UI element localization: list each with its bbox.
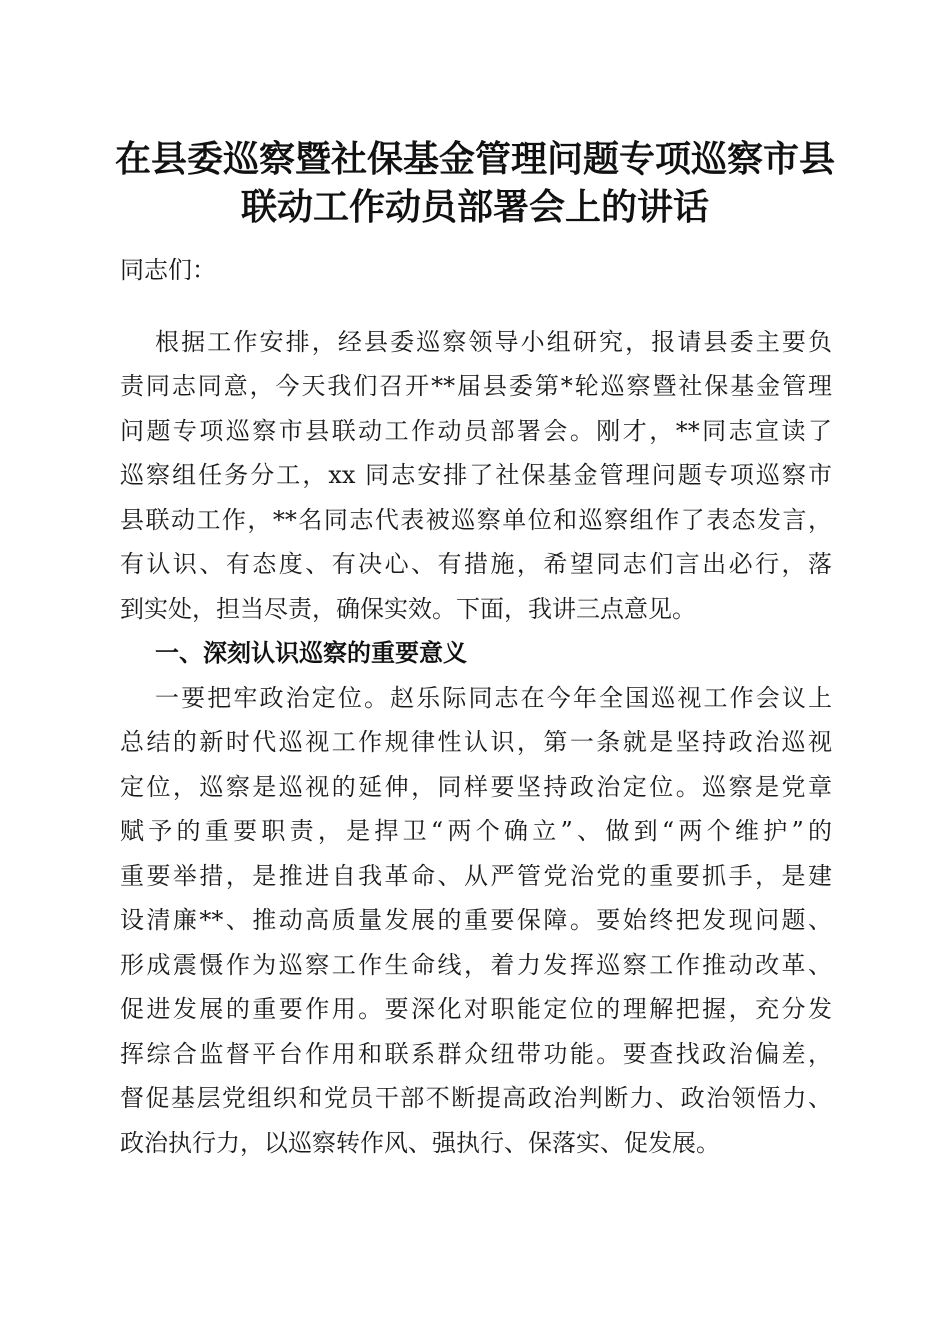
- section-line: 督促基层党组织和党员干部不断提高政治判断力、政治领悟力、: [120, 1084, 832, 1112]
- document-title-line-1: 在县委巡察暨社保基金管理问题专项巡察市县: [114, 138, 835, 180]
- section-line: 重要举措，是推进自我革命、从严管党治党的重要抓手，是建: [120, 862, 832, 890]
- section-line: 挥综合监督平台作用和联系群众纽带功能。要查找政治偏差，: [120, 1040, 832, 1068]
- section-line: 一要把牢政治定位。赵乐际同志在今年全国巡视工作会议上: [155, 684, 832, 712]
- section-line: 促进发展的重要作用。要深化对职能定位的理解把握，充分发: [120, 995, 832, 1023]
- salutation: 同志们：: [120, 256, 216, 284]
- section-line: 政治执行力，以巡察转作风、强执行、保落实、促发展。: [120, 1129, 720, 1157]
- section-line: 赋予的重要职责，是捍卫“两个确立”、做到“两个维护”的: [120, 817, 832, 845]
- section-line: 定位，巡察是巡视的延伸，同样要坚持政治定位。巡察是党章: [120, 773, 832, 801]
- intro-line: 有认识、有态度、有决心、有措施，希望同志们言出必行，落: [120, 550, 832, 578]
- section-line: 设清廉**、推动高质量发展的重要保障。要始终把发现问题、: [120, 906, 832, 934]
- document-title-line-2: 联动工作动员部署会上的讲话: [240, 186, 709, 228]
- intro-line: 问题专项巡察市县联动工作动员部署会。刚才，**同志宣读了: [120, 417, 832, 445]
- section-line: 总结的新时代巡视工作规律性认识，第一条就是坚持政治巡视: [120, 728, 832, 756]
- intro-line: 县联动工作，**名同志代表被巡察单位和巡察组作了表态发言，: [120, 506, 832, 534]
- intro-line: 巡察组任务分工，xx 同志安排了社保基金管理问题专项巡察市: [120, 461, 832, 489]
- intro-line: 责同志同意，今天我们召开**届县委第*轮巡察暨社保基金管理: [120, 372, 832, 400]
- section-line: 形成震慑作为巡察工作生命线，着力发挥巡察工作推动改革、: [120, 951, 832, 979]
- intro-line: 根据工作安排，经县委巡察领导小组研究，报请县委主要负: [155, 328, 832, 356]
- intro-line: 到实处，担当尽责，确保实效。下面，我讲三点意见。: [120, 595, 696, 623]
- section-heading: 一、深刻认识巡察的重要意义: [155, 639, 467, 667]
